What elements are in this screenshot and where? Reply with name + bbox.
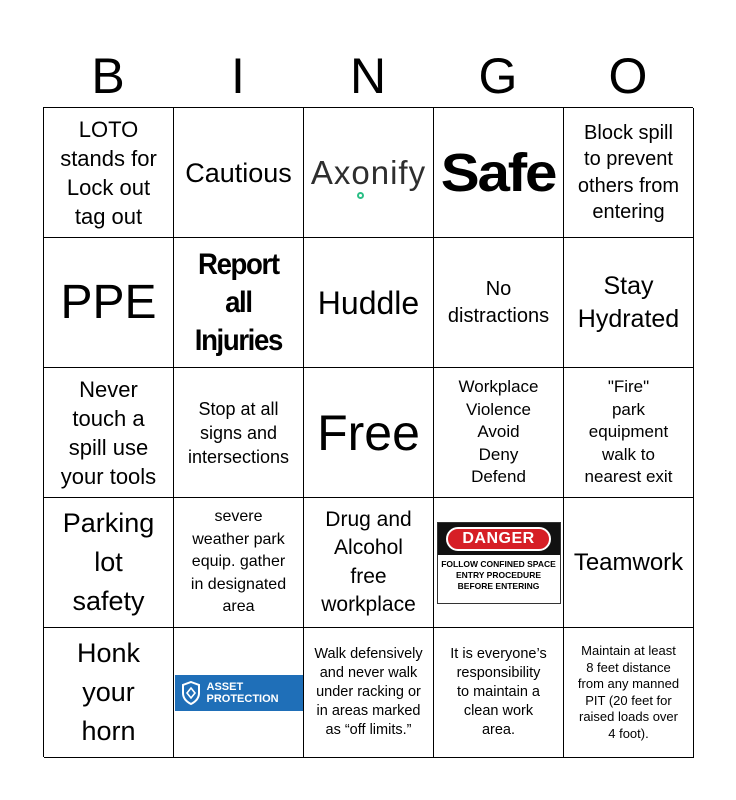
bingo-cell[interactable] (174, 628, 304, 758)
cell-text: LOTO stands for Lock out tag out (60, 116, 157, 229)
cell-text: Cautious (185, 157, 292, 188)
header-letter-o: O (608, 48, 648, 104)
bingo-cell[interactable] (564, 498, 694, 628)
cell-text: Block spill to prevent others from entering (577, 121, 680, 223)
cell-text: Honk your horn (76, 638, 141, 746)
bingo-cell[interactable] (304, 368, 434, 498)
bingo-cell[interactable] (564, 238, 694, 368)
bingo-cell[interactable] (304, 498, 434, 628)
bingo-cell[interactable] (434, 238, 564, 368)
bingo-cell[interactable] (564, 628, 694, 758)
bingo-card-grid (43, 107, 693, 757)
cell-text: No distractions (447, 277, 550, 327)
cell-text: severe weather park equip. gather in designated area (190, 508, 287, 616)
bingo-cell[interactable] (304, 108, 434, 238)
cell-text: Drug and Alcohol free workplace (321, 507, 416, 616)
cell-text: "Fire" park equipment walk to nearest exit (584, 377, 673, 487)
bingo-cell[interactable] (434, 368, 564, 498)
bingo-cell[interactable] (174, 238, 304, 368)
cell-text: Parking lot safety (62, 508, 155, 616)
cell-text: Teamwork (573, 548, 684, 576)
cell-text: Report all Injuries (194, 247, 283, 357)
cell-text: Huddle (317, 284, 420, 321)
cell-text: It is everyone’s responsibility to maintain a clean work area. (450, 646, 547, 738)
bingo-cell[interactable] (44, 238, 174, 368)
bingo-cell[interactable] (44, 368, 174, 498)
danger-sign-image (437, 522, 561, 604)
bingo-cell[interactable] (564, 368, 694, 498)
bingo-cell[interactable] (434, 498, 564, 628)
cell-text: PPE (60, 275, 157, 329)
cell-text: Stop at all signs and intersections (187, 398, 290, 467)
bingo-cell[interactable] (434, 628, 564, 758)
header-letter-g: G (478, 48, 518, 104)
cell-text: Walk defensively and never walk under racking or in areas marked as “off limits.” (314, 646, 423, 738)
asset-protection-banner (175, 675, 303, 711)
asset-protection-text: ASSET PROTECTION (206, 680, 279, 705)
bingo-cell[interactable] (174, 368, 304, 498)
shield-icon (181, 681, 201, 705)
danger-sign-text: FOLLOW CONFINED SPACE ENTRY PROCEDURE BEFORE ENTERING (441, 558, 556, 591)
cell-text: Never touch a spill use your tools (60, 376, 157, 489)
header-letter-b: B (91, 48, 125, 104)
bingo-cell[interactable] (44, 628, 174, 758)
bingo-cell[interactable] (304, 238, 434, 368)
cell-text: Workplace Violence Avoid Deny Defend (458, 377, 539, 487)
bingo-header (43, 48, 693, 104)
bingo-cell[interactable] (564, 108, 694, 238)
header-letter-n: N (349, 48, 387, 104)
bingo-cell[interactable] (174, 498, 304, 628)
cell-text: Safe (441, 142, 556, 203)
bingo-cell[interactable] (304, 628, 434, 758)
cell-text: Maintain at least 8 feet distance from any manned PIT (20 feet for raised loads over 4 foot). (577, 643, 680, 741)
axonify-logo: Axonify (310, 153, 427, 191)
cell-text: Stay Hydrated (577, 271, 680, 333)
cell-text: Free (317, 404, 420, 461)
bingo-cell[interactable] (434, 108, 564, 238)
header-letter-i: I (231, 48, 245, 104)
danger-label: DANGER (446, 527, 550, 551)
bingo-cell[interactable] (44, 108, 174, 238)
bingo-cell[interactable] (44, 498, 174, 628)
bingo-cell[interactable] (174, 108, 304, 238)
